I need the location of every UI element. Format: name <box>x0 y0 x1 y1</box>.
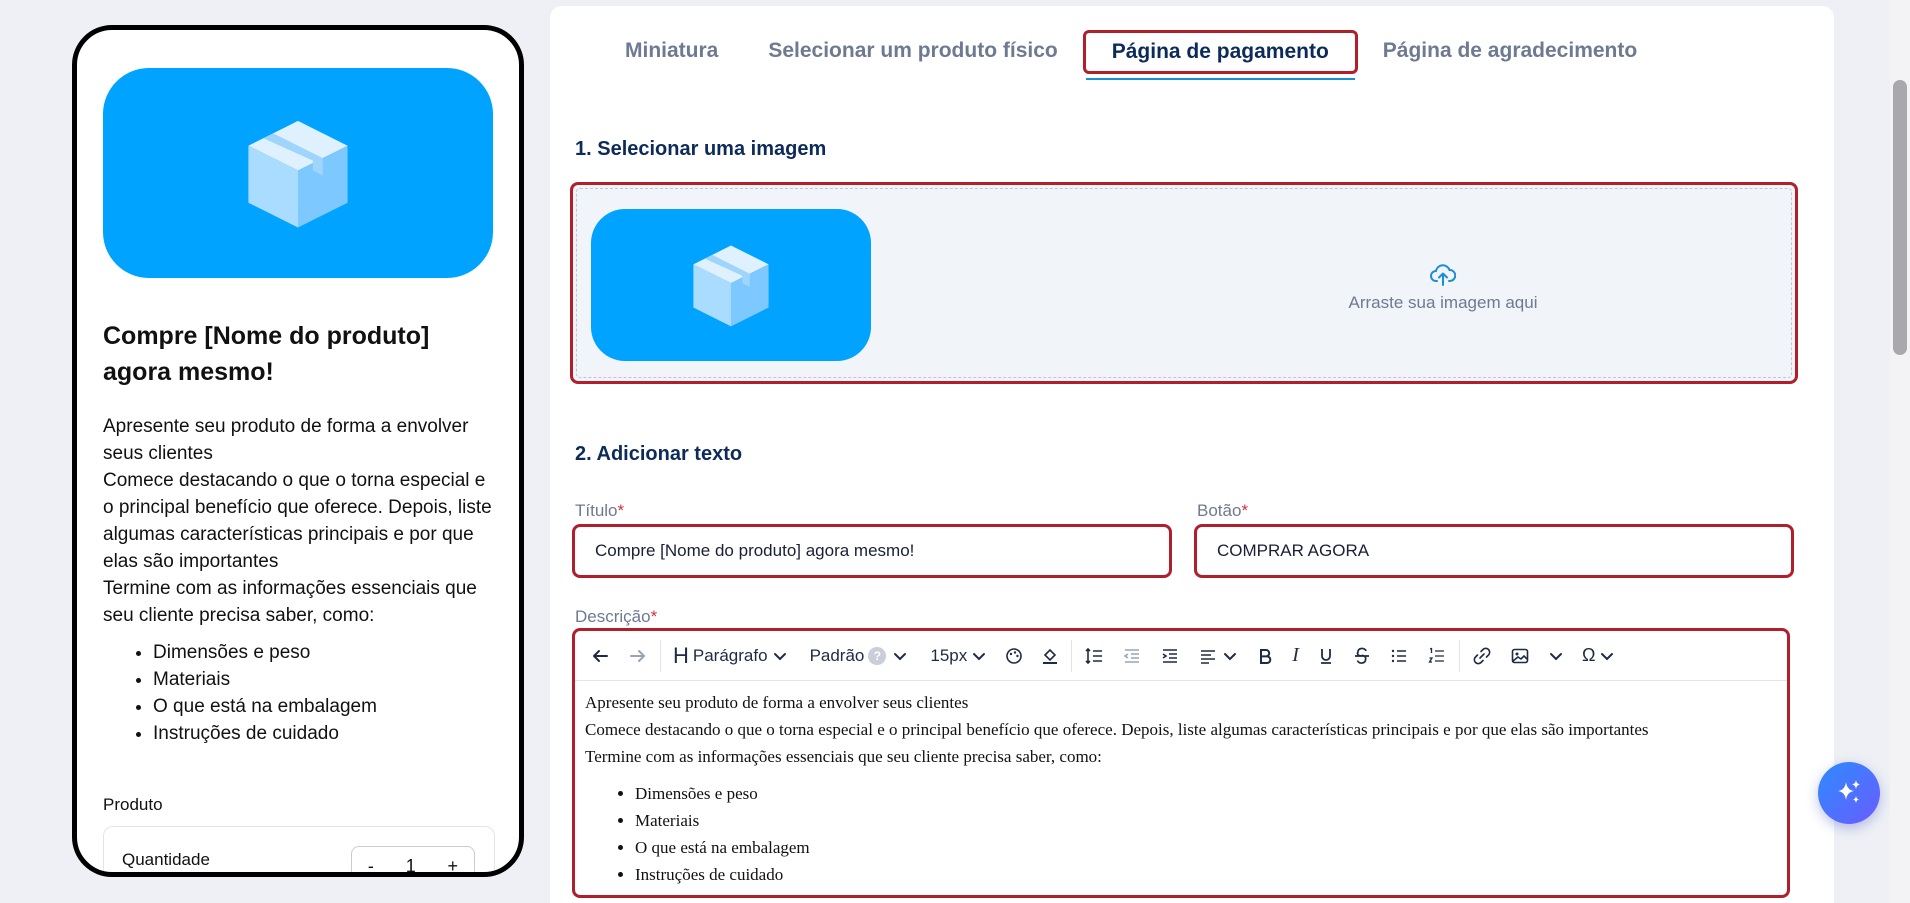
tab-pagina-pagamento[interactable]: Página de pagamento <box>1083 30 1358 74</box>
font-size-label: 15px <box>930 645 968 665</box>
indent-button[interactable] <box>1151 640 1189 672</box>
omega-icon: Ω <box>1581 645 1596 665</box>
ai-assistant-button[interactable] <box>1818 762 1880 824</box>
list-item: • Instruções de cuidado <box>153 720 498 747</box>
selected-image-thumbnail[interactable] <box>591 209 871 361</box>
font-family-label: Padrão <box>809 645 865 665</box>
titulo-input[interactable] <box>572 524 1172 578</box>
section-select-image-title: 1. Selecionar uma imagem <box>575 138 827 160</box>
line-height-button[interactable] <box>1075 640 1113 672</box>
tab-pagina-agradecimento[interactable]: Página de agradecimento <box>1382 39 1638 62</box>
phone-preview <box>72 25 524 877</box>
align-left-icon <box>1198 646 1218 666</box>
preview-product-card <box>103 826 495 877</box>
page-scrollbar-thumb[interactable] <box>1893 80 1907 355</box>
preview-desc-line: Termine com as informações essenciais que seu cliente precisa saber, como: <box>103 578 477 626</box>
editor-line: Comece destacando o que o torna especial e o principal benefício que oferece. Depois, liste algumas características principais e por que elas são importantes <box>585 720 1649 739</box>
font-size-dropdown[interactable] <box>917 640 996 672</box>
section-add-text-title: 2. Adicionar texto <box>575 443 743 465</box>
line-height-icon <box>1084 646 1104 666</box>
package-box-icon <box>684 238 778 332</box>
editor-toolbar <box>575 631 1787 681</box>
undo-button[interactable] <box>581 640 619 672</box>
font-family-dropdown[interactable] <box>797 640 918 672</box>
indent-icon <box>1160 646 1180 666</box>
quantity-label: Quantidade <box>122 850 210 869</box>
chevron-down-icon <box>772 648 788 664</box>
strikethrough-icon <box>1353 647 1371 665</box>
sparkles-icon <box>1833 777 1865 809</box>
editor-panel <box>550 6 1834 903</box>
editor-line: Termine com as informações essenciais que seu cliente precisa saber, como: <box>585 747 1102 766</box>
toolbar-divider <box>660 640 661 672</box>
image-icon <box>1510 646 1530 666</box>
bold-icon <box>1256 647 1274 665</box>
tab-selecionar-produto[interactable]: Selecionar um produto físico <box>768 39 1058 62</box>
drop-hint <box>1193 263 1693 313</box>
preview-desc-line: Apresente seu produto de forma a envolver seus clientes <box>103 416 469 464</box>
list-item: • Dimensões e peso <box>153 639 498 666</box>
link-icon <box>1472 646 1492 666</box>
tab-bar <box>600 30 1662 90</box>
preview-desc-line: Comece destacando o que o torna especial e o principal benefício que oferece. Depois, liste algumas características principais e por que elas são importantes <box>103 470 492 572</box>
quantity-value: 1 <box>405 855 416 876</box>
chevron-down-icon <box>1599 648 1615 664</box>
required-mark: * <box>1241 501 1249 520</box>
arrow-right-icon <box>628 646 648 666</box>
insert-link-button[interactable] <box>1463 640 1501 672</box>
align-dropdown[interactable] <box>1189 640 1247 672</box>
drop-hint-text: Arraste sua imagem aqui <box>1348 293 1538 312</box>
bold-button[interactable] <box>1247 640 1283 672</box>
chevron-down-icon <box>1222 648 1238 664</box>
botao-label-text: Botão <box>1197 501 1242 520</box>
chevron-down-icon <box>1548 648 1564 664</box>
paragraph-format-dropdown[interactable] <box>664 640 797 672</box>
preview-title: Compre [Nome do produto] agora mesmo! <box>103 322 430 386</box>
more-insert-dropdown[interactable] <box>1539 640 1573 672</box>
arrow-left-icon <box>590 646 610 666</box>
upload-cloud-icon <box>1430 263 1456 287</box>
list-item: • O que está na embalagem <box>153 693 498 720</box>
toolbar-divider <box>1071 640 1072 672</box>
quantity-plus-button[interactable]: + <box>447 855 459 876</box>
outdent-button[interactable] <box>1113 640 1151 672</box>
description-rich-editor[interactable] <box>572 628 1790 898</box>
underline-button[interactable] <box>1308 640 1344 672</box>
package-box-icon <box>236 111 360 235</box>
list-item: • Materiais <box>153 666 498 693</box>
outdent-icon <box>1122 646 1142 666</box>
toolbar-divider <box>1459 640 1460 672</box>
titulo-label <box>575 501 624 521</box>
image-dropzone[interactable] <box>570 182 1798 384</box>
numbered-list-icon <box>1427 646 1447 666</box>
list-item: • O que está na embalagem <box>635 834 1777 861</box>
chevron-down-icon <box>971 648 987 664</box>
insert-image-button[interactable] <box>1501 640 1539 672</box>
quantity-minus-button[interactable]: - <box>367 855 374 876</box>
bullet-list-button[interactable] <box>1380 640 1418 672</box>
preview-bullet-list <box>153 639 498 747</box>
italic-icon: I <box>1292 644 1299 666</box>
help-icon: ? <box>868 647 886 665</box>
strikethrough-button[interactable] <box>1344 640 1380 672</box>
italic-button[interactable] <box>1283 640 1308 672</box>
tab-miniatura[interactable]: Miniatura <box>625 39 719 62</box>
editor-line: Apresente seu produto de forma a envolver seus clientes <box>585 693 969 712</box>
editor-content[interactable] <box>575 681 1787 896</box>
underline-icon <box>1317 647 1335 665</box>
text-color-button[interactable] <box>996 640 1032 672</box>
bullet-list-icon <box>1389 646 1409 666</box>
paragraph-format-label: Parágrafo <box>692 645 768 665</box>
paint-bucket-icon <box>1041 647 1059 665</box>
required-mark: * <box>617 501 625 520</box>
descricao-label <box>575 607 657 627</box>
botao-input[interactable] <box>1194 524 1794 578</box>
editor-bullet-list <box>635 780 1777 888</box>
preview-description <box>103 413 498 747</box>
heading-icon: H <box>673 642 689 668</box>
list-item: • Instruções de cuidado <box>635 861 1777 888</box>
quantity-stepper[interactable] <box>351 846 475 877</box>
required-mark: * <box>650 607 658 626</box>
chevron-down-icon <box>892 648 908 664</box>
background-color-button[interactable] <box>1032 640 1068 672</box>
botao-label <box>1197 501 1248 521</box>
numbered-list-button[interactable] <box>1418 640 1456 672</box>
preview-hero-image <box>103 68 493 278</box>
list-item: • Materiais <box>635 807 1777 834</box>
palette-icon <box>1005 647 1023 665</box>
preview-produto-label: Produto <box>103 795 163 814</box>
redo-button[interactable] <box>619 640 657 672</box>
list-item: • Dimensões e peso <box>635 780 1777 807</box>
titulo-label-text: Título <box>575 501 618 520</box>
descricao-label-text: Descrição <box>575 607 651 626</box>
special-characters-dropdown[interactable] <box>1573 640 1624 672</box>
